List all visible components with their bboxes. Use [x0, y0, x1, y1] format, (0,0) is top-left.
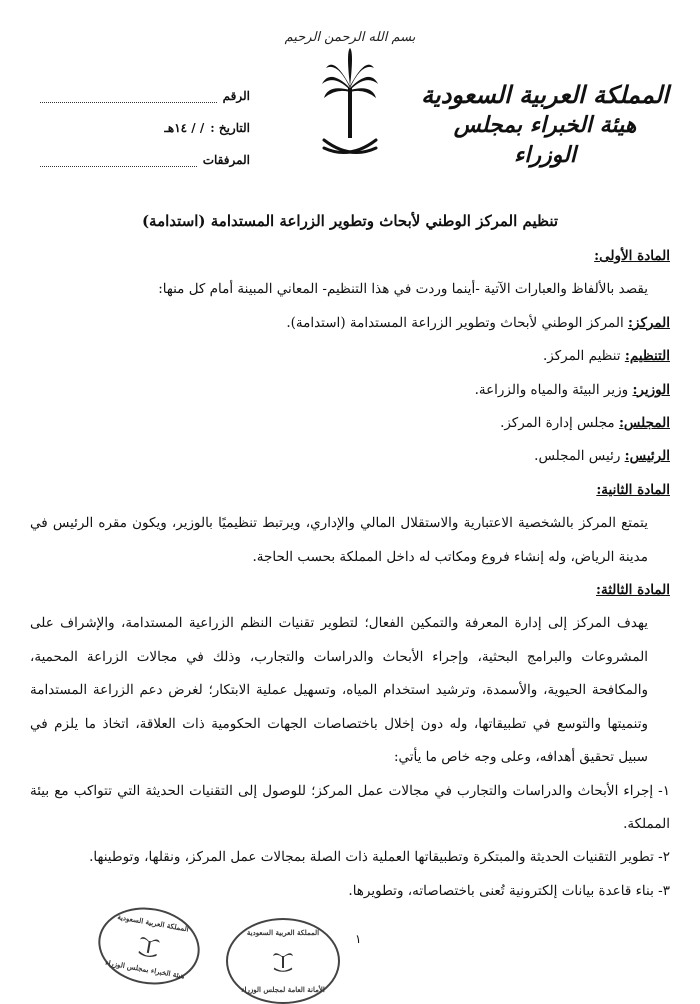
org-line-2: هيئة الخبراء بمجلس الوزراء [453, 112, 637, 168]
saudi-emblem-icon [320, 48, 380, 168]
document-title: تنظيم المركز الوطني لأبحاث وتطوير الزراعة المستدامة (استدامة) [141, 212, 559, 230]
definition-council [30, 407, 670, 440]
page-number: ١ [355, 932, 362, 946]
list-item: ٢- تطوير التقنيات الحديثة والمبتكرة وتطبيقاتها العملية ذات الصلة بمجالات عمل المركز، ونقلها، وتوطينها. [89, 849, 670, 866]
attachments-label: المرفقات [202, 153, 250, 167]
basmala: بسم الله الرحمن الرحيم [284, 30, 416, 45]
definition-term: التنظيم: [624, 348, 670, 365]
stamp-text-bottom: الأمانة العامة لمجلس الوزراء [241, 985, 325, 994]
definition-term: الوزير: [632, 381, 670, 398]
definition-chairman [30, 440, 670, 473]
attachments-line [40, 154, 197, 167]
definition-text: وزير البيئة والمياه والزراعة. [474, 381, 633, 398]
definition-text: المركز الوطني لأبحاث وتطوير الزراعة المستدامة (استدامة). [286, 314, 629, 331]
article-1-heading: المادة الأولى: [594, 248, 670, 264]
definition-center [30, 307, 670, 340]
ref-line [40, 90, 217, 103]
definition-text: مجلس إدارة المركز. [500, 415, 619, 432]
org-line-1: المملكة العربية السعودية [421, 80, 669, 109]
article-3-heading: المادة الثالثة: [595, 582, 670, 599]
definition-text: رئيس المجلس. [534, 448, 625, 465]
organization-name [420, 80, 670, 170]
ref-label: الرقم [222, 89, 250, 103]
stamp-text-top: المملكة العربية السعودية [246, 928, 320, 937]
stamp-text-top: المملكة العربية السعودية [116, 912, 190, 934]
emblem-icon [136, 931, 162, 960]
document-body [30, 240, 670, 908]
article-3-text: يهدف المركز إلى إدارة المعرفة والتمكين الفعال؛ لتطوير تقنيات النظم الزراعية المستدامة، والإشراف على المشروعات والبرامج البحثية، وإجراء الأبحاث والدراسات والتجارب، وذلك في مجالات الزراعة المحمية، والمكافحة الحيوية، والأسمدة، وترشيد استخدام المياه، وتسهيل عملية الابتكار؛ لغرض دعم الزراعة المستدامة وتنميتها والتوسع في تطبيقاتها، وله دون إخلال باختصاصات الجهات الحكومية ذات العلاقة، اتخاذ ما يلزم في سبيل تحقيق أهدافه، وعلى وجه خاص ما يأتي: [30, 615, 648, 766]
definition-text: تنظيم المركز. [543, 348, 625, 365]
article-1-intro: يقصد بالألفاظ والعبارات الآتية -أينما وردت في هذا التنظيم- المعاني المبينة أمام كل منها: [158, 281, 648, 298]
definition-term: المجلس: [618, 415, 670, 432]
official-stamp [92, 900, 206, 993]
reference-block [40, 80, 250, 176]
definition-term: الرئيس: [624, 448, 670, 465]
definition-regulation [30, 340, 670, 373]
article-2-heading: المادة الثانية: [596, 481, 670, 498]
official-stamp [226, 918, 340, 1004]
date-value: / / ١٤هـ [164, 121, 205, 135]
stamp-text-bottom: هيئة الخبراء بمجلس الوزراء [104, 957, 186, 981]
emblem-icon [272, 948, 294, 974]
date-label: التاريخ : [210, 121, 250, 135]
definition-term: المركز: [628, 314, 670, 331]
list-item: ١- إجراء الأبحاث والدراسات والتجارب في مجالات عمل المركز؛ للوصول إلى التقنيات الحديثة التي تتواكب مع بيئة المملكة. [30, 782, 670, 832]
definition-minister [30, 374, 670, 407]
article-2-text: يتمتع المركز بالشخصية الاعتبارية والاستقلال المالي والإداري، ويرتبط تنظيميًا بالوزير، ويكون مقره الرئيس في مدينة الرياض، وله إنشاء فروع ومكاتب له داخل المملكة بحسب الحاجة. [30, 515, 648, 565]
list-item: ٣- بناء قاعدة بيانات إلكترونية تُعنى باختصاصاته، وتطويرها. [348, 882, 670, 899]
